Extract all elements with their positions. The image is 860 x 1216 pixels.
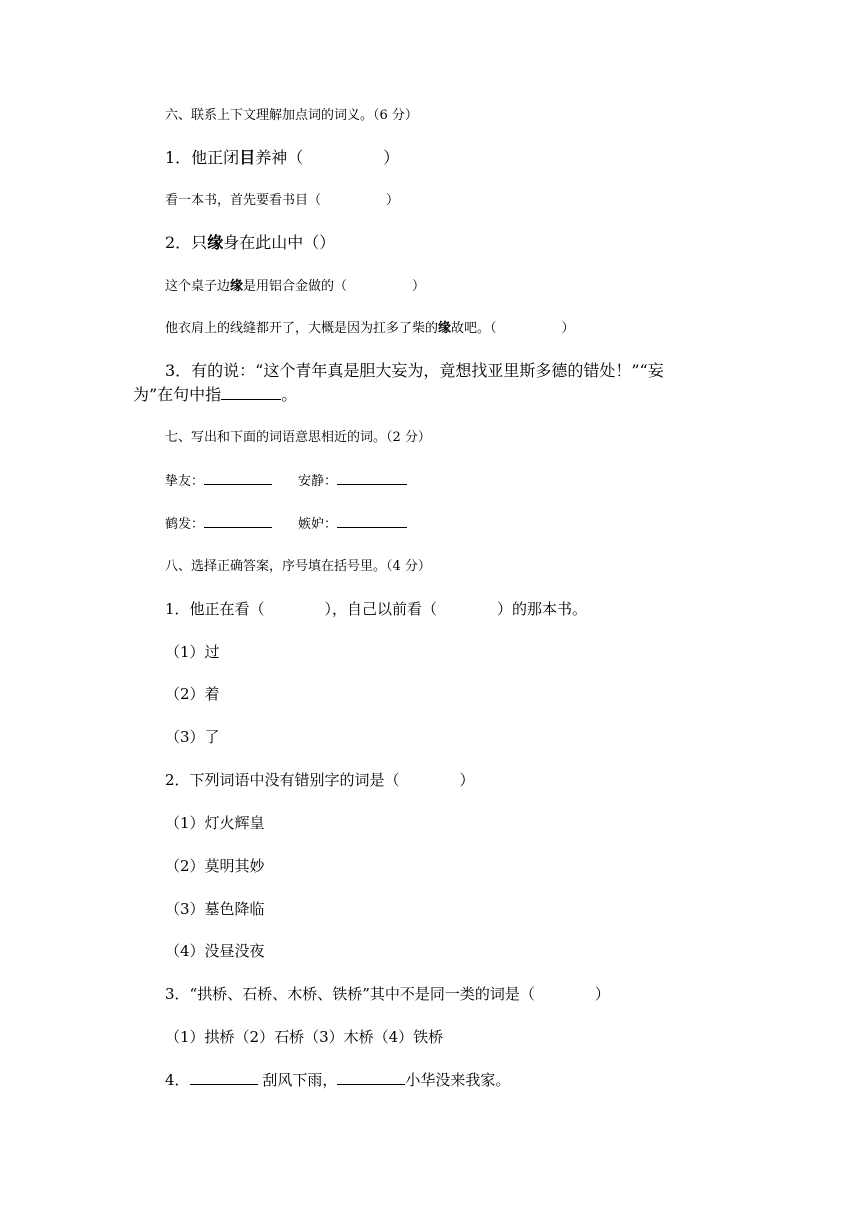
answer-blank[interactable] [204,515,272,528]
q-text: 2．只 [165,233,208,252]
answer-blank[interactable] [204,472,272,485]
question-8-2: 2．下列词语中没有错别字的词是（ ） [165,771,475,789]
question-6-3-line2 [133,385,297,405]
marked-word: 目 [239,148,256,167]
marked-word: 缘 [207,233,224,252]
question-6-2c [165,319,575,339]
q-text: 4． [165,1071,190,1089]
word-label: 嫉妒： [298,517,338,532]
answer-blank[interactable] [337,472,407,485]
question-6-2b [165,277,425,297]
answer-blank[interactable] [221,387,281,400]
option: （2）着 [165,685,220,703]
section-8-title: 八、选择正确答案，序号填在括号里。（4 分） [165,559,431,574]
section-7-title: 七、写出和下面的词语意思相近的词。（2 分） [165,430,431,445]
marked-word: 缘 [438,321,452,336]
q-text: 他衣肩上的线缝都开了，大概是因为扛多了柴的 [165,321,439,336]
question-8-1: 1．他正在看（ ），自己以前看（ ）的那本书。 [165,600,588,618]
question-6-2a [165,233,335,253]
question-7-row1 [165,472,407,492]
question-8-4 [165,1070,510,1090]
word-label: 安静： [298,474,338,489]
q-text: 为”在句中指 [133,385,222,404]
question-8-3-options: （1）拱桥（2）石桥（3）木桥（4）铁桥 [165,1028,444,1046]
question-6-1b: 看一本书，首先要看书目（ ） [165,193,400,208]
q-text: 故吧。（ ） [451,321,575,336]
option: （3）墓色降临 [165,900,265,918]
option: （3）了 [165,728,220,746]
q-text: 。 [281,385,298,404]
section-6-title: 六、联系上下文理解加点词的词义。（6 分） [165,108,418,123]
q-text: 这个桌子边 [165,279,231,294]
q-text: 养神（ ） [255,148,400,167]
answer-blank[interactable] [337,1072,405,1085]
q-text: 1．他正闭 [165,148,240,167]
answer-blank[interactable] [190,1072,258,1085]
q-text: 身在此山中（） [223,233,336,252]
marked-word: 缘 [230,279,244,294]
question-6-3-line1: 3．有的说：“这个青年真是胆大妄为，竟想找亚里斯多德的错处！”“妄 [165,361,664,380]
question-7-row2 [165,515,407,535]
answer-blank[interactable] [337,515,407,528]
option: （1）过 [165,643,220,661]
option: （2）莫明其妙 [165,857,265,875]
word-label: 鹤发： [165,517,205,532]
option: （4）没昼没夜 [165,942,265,960]
word-label: 挚友： [165,474,205,489]
q-text: 是用铝合金做的（ ） [243,279,426,294]
question-6-1a [165,148,399,168]
q-text: 小华没来我家。 [405,1071,511,1089]
q-text: 刮风下雨， [257,1071,338,1089]
option: （1）灯火辉皇 [165,814,265,832]
question-8-3: 3．“拱桥、石桥、木桥、铁桥”其中不是同一类的词是（ ） [165,985,610,1003]
